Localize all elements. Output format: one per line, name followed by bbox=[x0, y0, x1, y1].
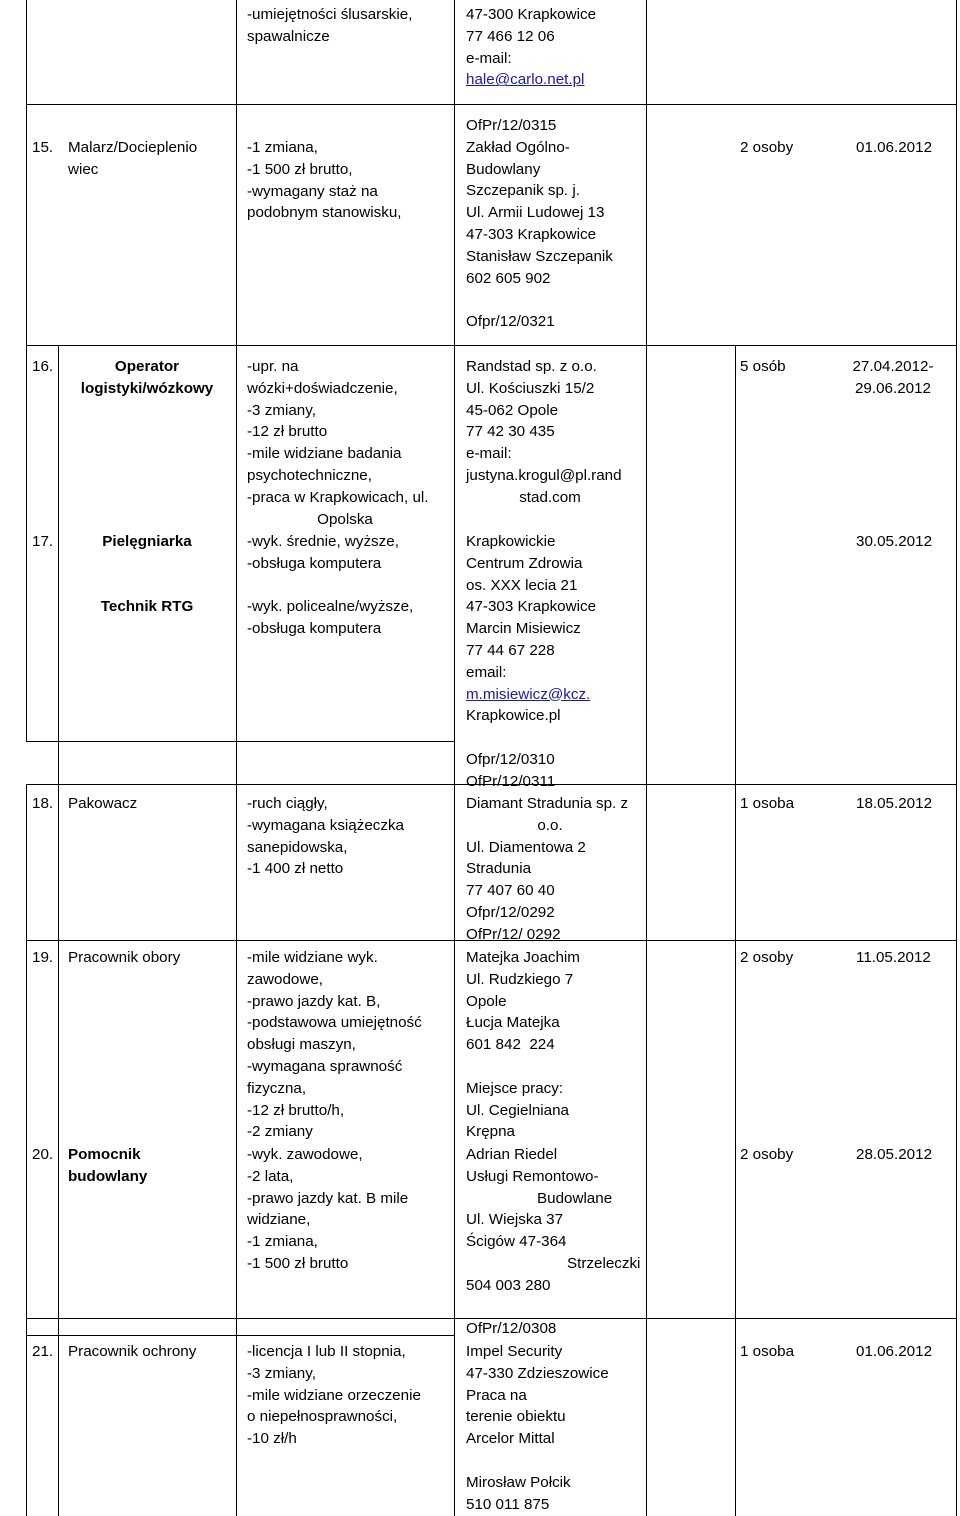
openings-count: 2 osoby bbox=[740, 949, 794, 966]
employer-line: 510 011 875 bbox=[466, 1495, 550, 1513]
requirement-line: -1 zmiana, bbox=[247, 139, 318, 156]
employer-line: Stanisław Szczepanik bbox=[466, 247, 613, 265]
deadline-date: 27.04.2012- bbox=[852, 358, 934, 375]
requirement-line: -wyk. średnie, wyższe, bbox=[247, 533, 399, 550]
requirement-line: -podstawowa umiejętność bbox=[247, 1014, 422, 1032]
table-vertical-rule bbox=[646, 0, 647, 1516]
employer-line: Ul. Cegielniana bbox=[466, 1101, 569, 1119]
position-title: Pracownik obory bbox=[68, 949, 181, 966]
employer-email-link[interactable]: hale@carlo.net.pl bbox=[466, 71, 585, 89]
employer-line: Ul. Wiejska 37 bbox=[466, 1211, 564, 1229]
employer-line: Diamant Stradunia sp. z bbox=[466, 795, 629, 812]
employer-line: Impel Security bbox=[466, 1343, 563, 1360]
requirement-line: -mile widziane badania bbox=[247, 445, 402, 463]
requirement-line: wózki+doświadczenie, bbox=[247, 379, 398, 397]
employer-line: stad.com bbox=[519, 488, 581, 506]
position-title: Operator bbox=[114, 358, 180, 375]
requirement-line: -prawo jazdy kat. B, bbox=[247, 992, 381, 1010]
table-vertical-rule bbox=[454, 0, 455, 1516]
employer-line: 601 842 224 bbox=[466, 1036, 555, 1054]
requirement-line: -wymagany staż na bbox=[247, 182, 378, 200]
requirement-line: -ruch ciągły, bbox=[247, 795, 328, 812]
employer-email-link[interactable]: m.misiewicz@kcz. bbox=[466, 685, 591, 703]
requirement-line: Opolska bbox=[317, 510, 373, 528]
employer-line: Budowlane bbox=[537, 1189, 613, 1207]
deadline-date: 30.05.2012 bbox=[856, 533, 933, 550]
employer-line: Mirosław Połcik bbox=[466, 1473, 571, 1491]
employer-line: Ofpr/12/0310 bbox=[466, 751, 555, 768]
table-horizontal-rule bbox=[26, 345, 956, 346]
position-title: Pracownik ochrony bbox=[68, 1343, 197, 1360]
position-title: Pielęgniarka bbox=[102, 533, 192, 550]
deadline-date: 28.05.2012 bbox=[856, 1146, 933, 1163]
requirement-line: -wyk. zawodowe, bbox=[247, 1146, 363, 1163]
employer-line: Miejsce pracy: bbox=[466, 1079, 564, 1097]
employer-line: email: bbox=[466, 663, 507, 681]
employer-line: Szczepanik sp. j. bbox=[466, 182, 580, 200]
employer-line: justyna.krogul@pl.rand bbox=[466, 467, 622, 484]
row-number: 15. bbox=[32, 139, 54, 156]
employer-line: Arcelor Mittal bbox=[466, 1430, 555, 1448]
table-horizontal-rule bbox=[26, 741, 454, 742]
row-number: 17. bbox=[32, 533, 54, 550]
employer-line: Ofpr/12/0292 bbox=[466, 904, 555, 921]
employer-line: 47-330 Zdzieszowice bbox=[466, 1364, 609, 1382]
employer-line: Zakład Ogólno- bbox=[466, 138, 570, 156]
employer-line: Ul. Kościuszki 15/2 bbox=[466, 379, 595, 397]
table-horizontal-rule bbox=[26, 1335, 454, 1336]
employer-line: 77 44 67 228 bbox=[466, 642, 555, 659]
openings-count: 1 osoba bbox=[740, 1343, 795, 1360]
employer-line: os. XXX lecia 21 bbox=[466, 576, 578, 594]
requirement-line: -3 zmiany, bbox=[247, 401, 316, 419]
employer-line: Krępna bbox=[466, 1123, 515, 1141]
position-title: wiec bbox=[68, 160, 99, 178]
employer-line: Strzeleczki bbox=[567, 1255, 641, 1272]
requirement-line: -2 lata, bbox=[247, 1167, 294, 1185]
requirement-line: zawodowe, bbox=[247, 970, 323, 988]
requirement-line: fizyczna, bbox=[247, 1079, 307, 1097]
requirement-line: -upr. na bbox=[247, 358, 299, 375]
employer-line: 77 407 60 40 bbox=[466, 882, 555, 900]
requirement-line: -mile widziane orzeczenie bbox=[247, 1386, 421, 1404]
employer-line: 504 003 280 bbox=[466, 1276, 551, 1294]
employer-line: e-mail: bbox=[466, 49, 512, 67]
requirement-line: -obsługa komputera bbox=[247, 554, 382, 572]
employer-line: Łucja Matejka bbox=[466, 1014, 560, 1032]
requirement-line: -3 zmiany, bbox=[247, 1364, 316, 1382]
requirement-line: -1 400 zł netto bbox=[247, 860, 344, 878]
employer-line: Randstad sp. z o.o. bbox=[466, 358, 597, 375]
table-vertical-rule bbox=[58, 345, 59, 1516]
row-number: 21. bbox=[32, 1343, 54, 1360]
requirement-line: -1 zmiana, bbox=[247, 1233, 318, 1251]
table-vertical-rule bbox=[236, 0, 237, 1516]
row-number: 16. bbox=[32, 358, 54, 375]
deadline-date: 01.06.2012 bbox=[856, 1343, 933, 1360]
position-title: Pakowacz bbox=[68, 795, 138, 812]
employer-line: Ul. Rudzkiego 7 bbox=[466, 970, 574, 988]
employer-line: 45-062 Opole bbox=[466, 401, 559, 419]
deadline-date: 01.06.2012 bbox=[856, 139, 933, 156]
table-vertical-rule bbox=[26, 345, 27, 741]
row-number: 19. bbox=[32, 949, 54, 966]
employer-line: 47-300 Krapkowice bbox=[466, 6, 597, 23]
employer-line: Ul. Armii Ludowej 13 bbox=[466, 204, 605, 222]
employer-line: 47-303 Krapkowice bbox=[466, 598, 597, 616]
requirement-line: psychotechniczne, bbox=[247, 467, 372, 484]
requirement-line: -1 500 zł brutto bbox=[247, 1255, 349, 1272]
requirement-line: podobnym stanowisku, bbox=[247, 204, 402, 222]
table-vertical-rule bbox=[26, 0, 27, 345]
employer-line: 77 466 12 06 bbox=[466, 27, 555, 45]
requirement-line: -praca w Krapkowicach, ul. bbox=[247, 488, 429, 506]
requirement-line: -10 zł/h bbox=[247, 1430, 297, 1448]
requirement-line: spawalnicze bbox=[247, 27, 330, 45]
employer-line: Matejka Joachim bbox=[466, 949, 580, 966]
openings-count: 2 osoby bbox=[740, 1146, 794, 1163]
requirement-line: -12 zł brutto/h, bbox=[247, 1101, 345, 1119]
position-title: Malarz/Docieplenio bbox=[68, 139, 198, 156]
employer-line: Ścigów 47-364 bbox=[466, 1233, 567, 1251]
requirement-line: -licencja I lub II stopnia, bbox=[247, 1343, 406, 1360]
requirement-line: -1 500 zł brutto, bbox=[247, 160, 353, 178]
openings-count: 5 osób bbox=[740, 358, 786, 375]
employer-line: Praca na bbox=[466, 1386, 527, 1404]
requirement-line: -12 zł brutto bbox=[247, 423, 328, 441]
employer-line: Ul. Diamentowa 2 bbox=[466, 838, 586, 856]
requirement-line: widziane, bbox=[247, 1211, 311, 1229]
employer-line: OfPr/12/0315 bbox=[466, 117, 557, 134]
table-vertical-rule bbox=[735, 345, 736, 1516]
employer-line: 602 605 902 bbox=[466, 269, 551, 287]
table-horizontal-rule bbox=[26, 104, 956, 105]
requirement-line: -prawo jazdy kat. B mile bbox=[247, 1189, 409, 1207]
requirement-line: -wymagana sprawność bbox=[247, 1058, 403, 1075]
employer-line: terenie obiektu bbox=[466, 1408, 566, 1426]
requirement-line: -wyk. policealne/wyższe, bbox=[247, 598, 414, 616]
employer-line: Stradunia bbox=[466, 860, 532, 878]
openings-count: 2 osoby bbox=[740, 139, 794, 156]
position-title: logistyki/wózkowy bbox=[80, 379, 214, 397]
requirement-line: -2 zmiany bbox=[247, 1123, 313, 1141]
employer-line: Krapkowickie bbox=[466, 533, 556, 550]
deadline-date: 29.06.2012 bbox=[854, 379, 931, 397]
requirement-line: -umiejętności ślusarskie, bbox=[247, 6, 413, 23]
employer-line: OfPr/12/0311 bbox=[466, 772, 556, 790]
requirement-line: -mile widziane wyk. bbox=[247, 949, 378, 966]
employer-email-link[interactable]: Krapkowice.pl bbox=[466, 707, 561, 725]
employer-line: OfPr/12/ 0292 bbox=[466, 925, 561, 943]
employer-line: 77 42 30 435 bbox=[466, 423, 555, 441]
employer-line: 47-303 Krapkowice bbox=[466, 226, 597, 243]
employer-line: OfPr/12/0308 bbox=[466, 1320, 557, 1338]
employer-line: Ofpr/12/0321 bbox=[466, 313, 555, 331]
position-title: Technik RTG bbox=[100, 598, 194, 616]
deadline-date: 18.05.2012 bbox=[856, 795, 933, 812]
table-vertical-rule bbox=[956, 0, 957, 1516]
requirement-line: -wymagana książeczka bbox=[247, 816, 404, 834]
requirement-line: o niepełnosprawności, bbox=[247, 1408, 398, 1426]
row-number: 20. bbox=[32, 1146, 54, 1163]
employer-line: o.o. bbox=[537, 816, 563, 834]
employer-line: Budowlany bbox=[466, 160, 541, 178]
employer-line: Usługi Remontowo- bbox=[466, 1167, 599, 1185]
employer-line: e-mail: bbox=[466, 445, 512, 463]
requirement-line: -obsługa komputera bbox=[247, 620, 382, 638]
openings-count: 1 osoba bbox=[740, 795, 795, 812]
table-vertical-rule bbox=[26, 784, 27, 1516]
requirement-line: sanepidowska, bbox=[247, 838, 348, 856]
position-title: Pomocnik bbox=[68, 1146, 141, 1163]
employer-line: Centrum Zdrowia bbox=[466, 554, 583, 572]
employer-line: Opole bbox=[466, 992, 507, 1010]
employer-line: Adrian Riedel bbox=[466, 1146, 558, 1163]
requirement-line: obsługi maszyn, bbox=[247, 1036, 356, 1054]
row-number: 18. bbox=[32, 795, 54, 812]
deadline-date: 11.05.2012 bbox=[856, 949, 931, 966]
employer-line: Marcin Misiewicz bbox=[466, 620, 581, 638]
position-title: budowlany bbox=[68, 1167, 148, 1185]
